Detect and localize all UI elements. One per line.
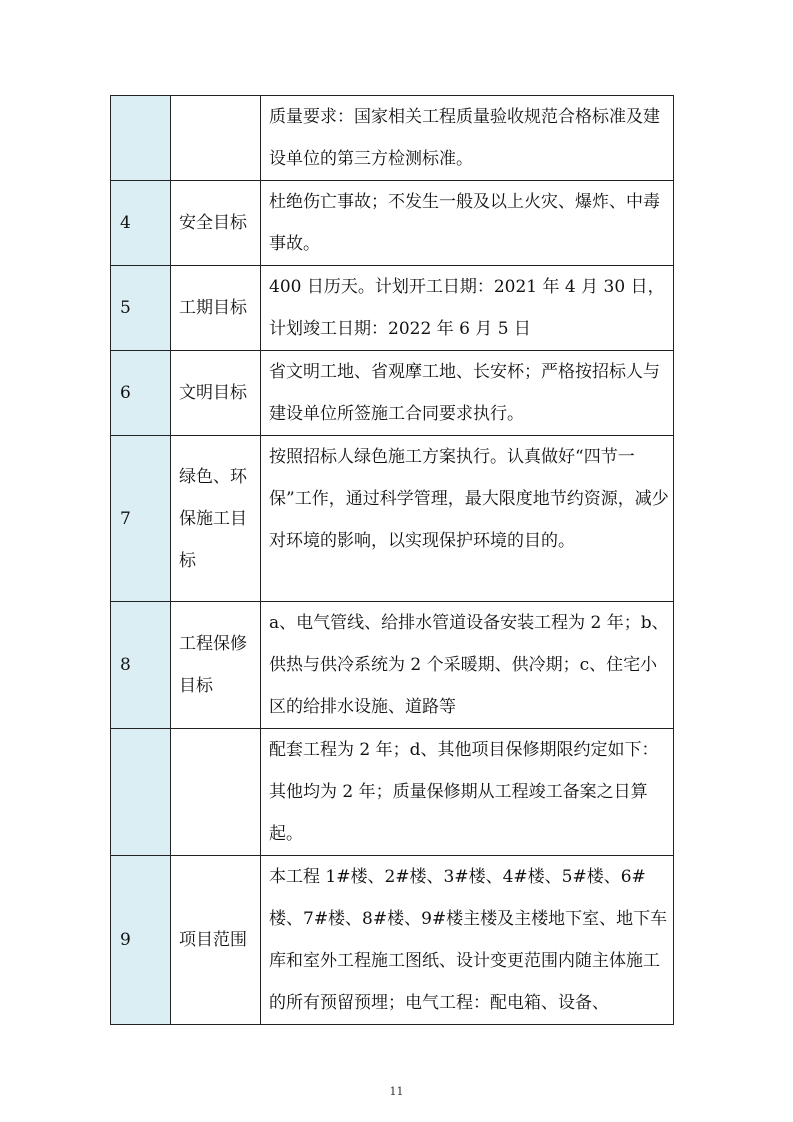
row-number-cell	[111, 729, 171, 856]
table-row	[111, 351, 674, 436]
row-content-text: 杜绝伤亡事故；不发生一般及以上火灾、爆炸、中毒事故。	[269, 192, 660, 254]
table-row	[111, 96, 674, 181]
table-row	[111, 602, 674, 729]
row-content-cell	[261, 729, 674, 856]
table-row	[111, 266, 674, 351]
row-name-cell	[171, 96, 261, 181]
row-content-cell	[261, 602, 674, 729]
row-content-cell	[261, 856, 674, 1025]
row-content-text: 按照招标人绿色施工方案执行。认真做好“四节一保”工作，通过科学管理，最大限度地节约资源，减少对环境的影响，以实现保护环境的目的。	[269, 447, 669, 551]
table-row	[111, 856, 674, 1025]
goals-table	[110, 95, 674, 1025]
row-name-cell: 项目范围	[171, 856, 261, 1025]
table-row	[111, 181, 674, 266]
row-content-text: 配套工程为 2 年；d、其他项目保修期限约定如下：其他均为 2 年；质量保修期从工程竣工备案之日算起。	[269, 740, 659, 844]
row-content-cell	[261, 96, 674, 181]
row-number-cell: 4	[111, 181, 171, 266]
page-number: 11	[389, 1085, 404, 1098]
row-content-cell	[261, 436, 674, 602]
row-name-cell	[171, 729, 261, 856]
row-name-cell: 工期目标	[171, 266, 261, 351]
row-name-cell: 安全目标	[171, 181, 261, 266]
row-name-cell: 文明目标	[171, 351, 261, 436]
row-number-cell: 9	[111, 856, 171, 1025]
row-content-cell	[261, 266, 674, 351]
row-content-text: a、电气管线、给排水管道设备安装工程为 2 年；b、供热与供冷系统为 2 个采暖期、供冷期；c、住宅小区的给排水设施、道路等	[269, 613, 669, 717]
row-name-cell: 绿色、环保施工目标	[171, 436, 261, 602]
table-row	[111, 729, 674, 856]
row-content-text: 省文明工地、省观摩工地、长安杯；严格按招标人与建设单位所签施工合同要求执行。	[269, 362, 660, 424]
row-name-cell: 工程保修目标	[171, 602, 261, 729]
row-content-text: 质量要求：国家相关工程质量验收规范合格标准及建设单位的第三方检测标准。	[269, 107, 660, 169]
row-number-cell: 8	[111, 602, 171, 729]
row-content-text: 本工程 1#楼、2#楼、3#楼、4#楼、5#楼、6#楼、7#楼、8#楼、9#楼主楼及主楼地下室、地下车库和室外工程施工图纸、设计变更范围内随主体施工的所有预留预埋；电气工程：配电箱、设备、	[269, 867, 668, 1013]
row-number-cell: 7	[111, 436, 171, 602]
row-content-text: 400 日历天。计划开工日期：2021 年 4 月 30 日，计划竣工日期：2022 年 6 月 5 日	[269, 277, 665, 339]
row-content-cell	[261, 181, 674, 266]
row-number-cell: 5	[111, 266, 171, 351]
row-content-cell	[261, 351, 674, 436]
row-number-cell	[111, 96, 171, 181]
row-number-cell: 6	[111, 351, 171, 436]
table-row	[111, 436, 674, 602]
